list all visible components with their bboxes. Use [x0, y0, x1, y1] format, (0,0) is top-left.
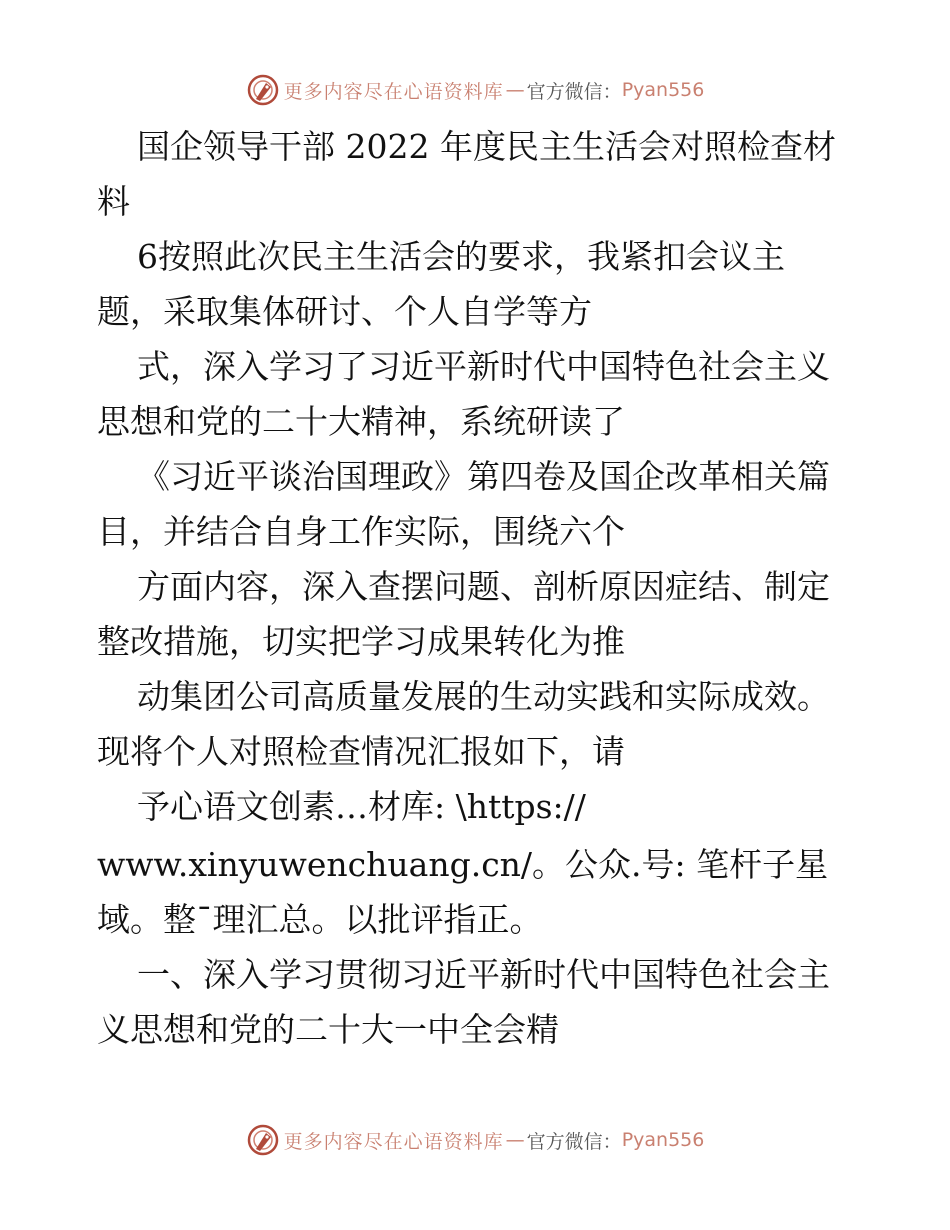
document-title-line: 料	[97, 182, 130, 221]
section-heading-line: 一、深入学习贯彻习近平新时代中国特色社会主	[137, 955, 830, 994]
watermark-text: 更多内容尽在心语资料库	[283, 1130, 504, 1153]
paragraph-line: 式，深入学习了习近平新时代中国特色社会主义	[137, 347, 830, 386]
watermark-text: 更多内容尽在心语资料库	[283, 80, 504, 103]
paragraph-line: 目，并结合自身工作实际，围绕六个	[97, 512, 625, 551]
header-watermark	[0, 70, 950, 110]
paragraph-line: 动集团公司高质量发展的生动实践和实际成效。	[137, 677, 830, 716]
pen-nib-circle-icon	[246, 1123, 280, 1157]
paragraph-line: 《习近平谈治国理政》第四卷及国企改革相关篇	[137, 457, 830, 496]
document-title-line: 国企领导干部 2022 年度民主生活会对照检查材	[137, 127, 836, 166]
watermark-id: Pyan556	[621, 79, 705, 101]
paragraph-line: 整改措施，切实把学习成果转化为推	[97, 622, 625, 661]
footer-watermark	[0, 1120, 950, 1160]
document-body	[97, 118, 867, 1056]
paragraph-line: 现将个人对照检查情况汇报如下，请	[97, 732, 625, 771]
watermark-label: 官方微信：	[526, 1130, 622, 1153]
watermark-dash: —	[505, 1129, 525, 1151]
paragraph-line: www.xinyuwenchuang.cn/。公众.号: 笔杆子星	[97, 845, 829, 884]
watermark-label: 官方微信：	[526, 80, 622, 103]
paragraph-line: 方面内容，深入查摆问题、剖析原因症结、制定	[137, 567, 830, 606]
paragraph-line: 予心语文创素…材库: \https://	[137, 787, 586, 826]
pen-nib-circle-icon	[246, 73, 280, 107]
section-heading-line: 义思想和党的二十大一中全会精	[97, 1010, 559, 1049]
paragraph-line: 题，采取集体研讨、个人自学等方	[97, 292, 592, 331]
watermark-dash: —	[505, 79, 525, 101]
watermark-id: Pyan556	[621, 1129, 705, 1151]
paragraph-line: 域。整¯理汇总。以批评指正。	[97, 900, 543, 939]
paragraph-line: 思想和党的二十大精神，系统研读了	[97, 402, 625, 441]
paragraph-line: 6按照此次民主生活会的要求，我紧扣会议主	[137, 237, 785, 276]
